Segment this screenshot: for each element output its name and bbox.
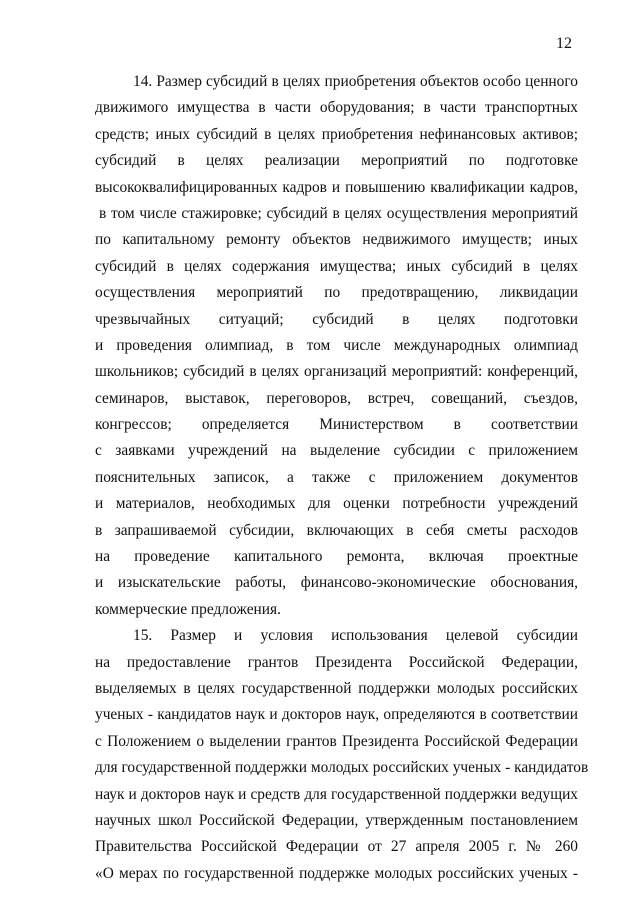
text-line: школьников; субсидий в целях организаций мероприятий: конференций, [95,363,578,381]
text-line: семинаров, выставок, переговоров, встреч, совещаний, съездов, [95,389,578,407]
text-line: чрезвычайных ситуаций; субсидий в целях подготовки [95,310,578,328]
text-line: ученых - кандидатов наук и докторов наук, определяются в соответствии [95,706,578,724]
text-line: в том числе стажировке; субсидий в целях осуществления мероприятий [99,204,578,222]
text-line: 15. Размер и условия использования целевой субсидии [133,627,578,645]
text-line: 14. Размер субсидий в целях приобретения объектов особо ценного [133,73,578,90]
text-line: в запрашиваемой субсидии, включающих в себя сметы расходов [95,521,578,539]
text-line: конгрессов; определяется Министерством в соответствии [95,416,578,434]
text-line: «О мерах по государственной поддержке молодых российских ученых - [95,864,578,882]
text-line: и проведения олимпиад, в том числе международных олимпиад [95,336,578,354]
text-line: и материалов, необходимых для оценки потребности учреждений [95,495,578,513]
text-line: движимого имущества в части оборудования; в части транспортных [95,99,578,117]
text-line: коммерческие предложения. [95,600,281,618]
page-number: 12 [556,35,572,52]
text-line: на проведение капитального ремонта, включая проектные [95,548,578,566]
text-line: по капитальному ремонту объектов недвижимого имуществ; иных [95,231,578,249]
text-line: высококвалифицированных кадров и повышению квалификации кадров, [95,178,578,196]
text-line: выделяемых в целях государственной поддержки молодых российских [95,679,578,697]
text-line: и изыскательские работы, финансово-экономические обоснования, [95,574,578,592]
text-line: субсидий в целях реализации мероприятий по подготовке [95,152,578,170]
text-line: осуществления мероприятий по предотвращению, ликвидации [95,284,578,302]
text-line: с заявками учреждений на выделение субсидии с приложением [95,442,578,460]
text-line: пояснительных записок, а также с приложением документов [95,468,578,486]
text-line: Правительства Российской Федерации от 27 апреля 2005 г. № 260 [95,838,578,856]
text-line: наук и докторов наук и средств для государственной поддержки ведущих [95,785,578,803]
text-line: с Положением о выделении грантов Президента Российской Федерации [95,732,578,750]
text-line: для государственной поддержки молодых российских ученых - кандидатов [95,759,589,777]
document-body [95,69,589,887]
text-line: субсидий в целях содержания имущества; иных субсидий в целях [95,257,578,275]
text-line: на предоставление грантов Президента Российской Федерации, [95,653,578,671]
text-line: средств; иных субсидий в целях приобретения нефинансовых активов; [95,125,578,143]
text-line: научных школ Российской Федерации, утвержденным постановлением [95,811,578,829]
